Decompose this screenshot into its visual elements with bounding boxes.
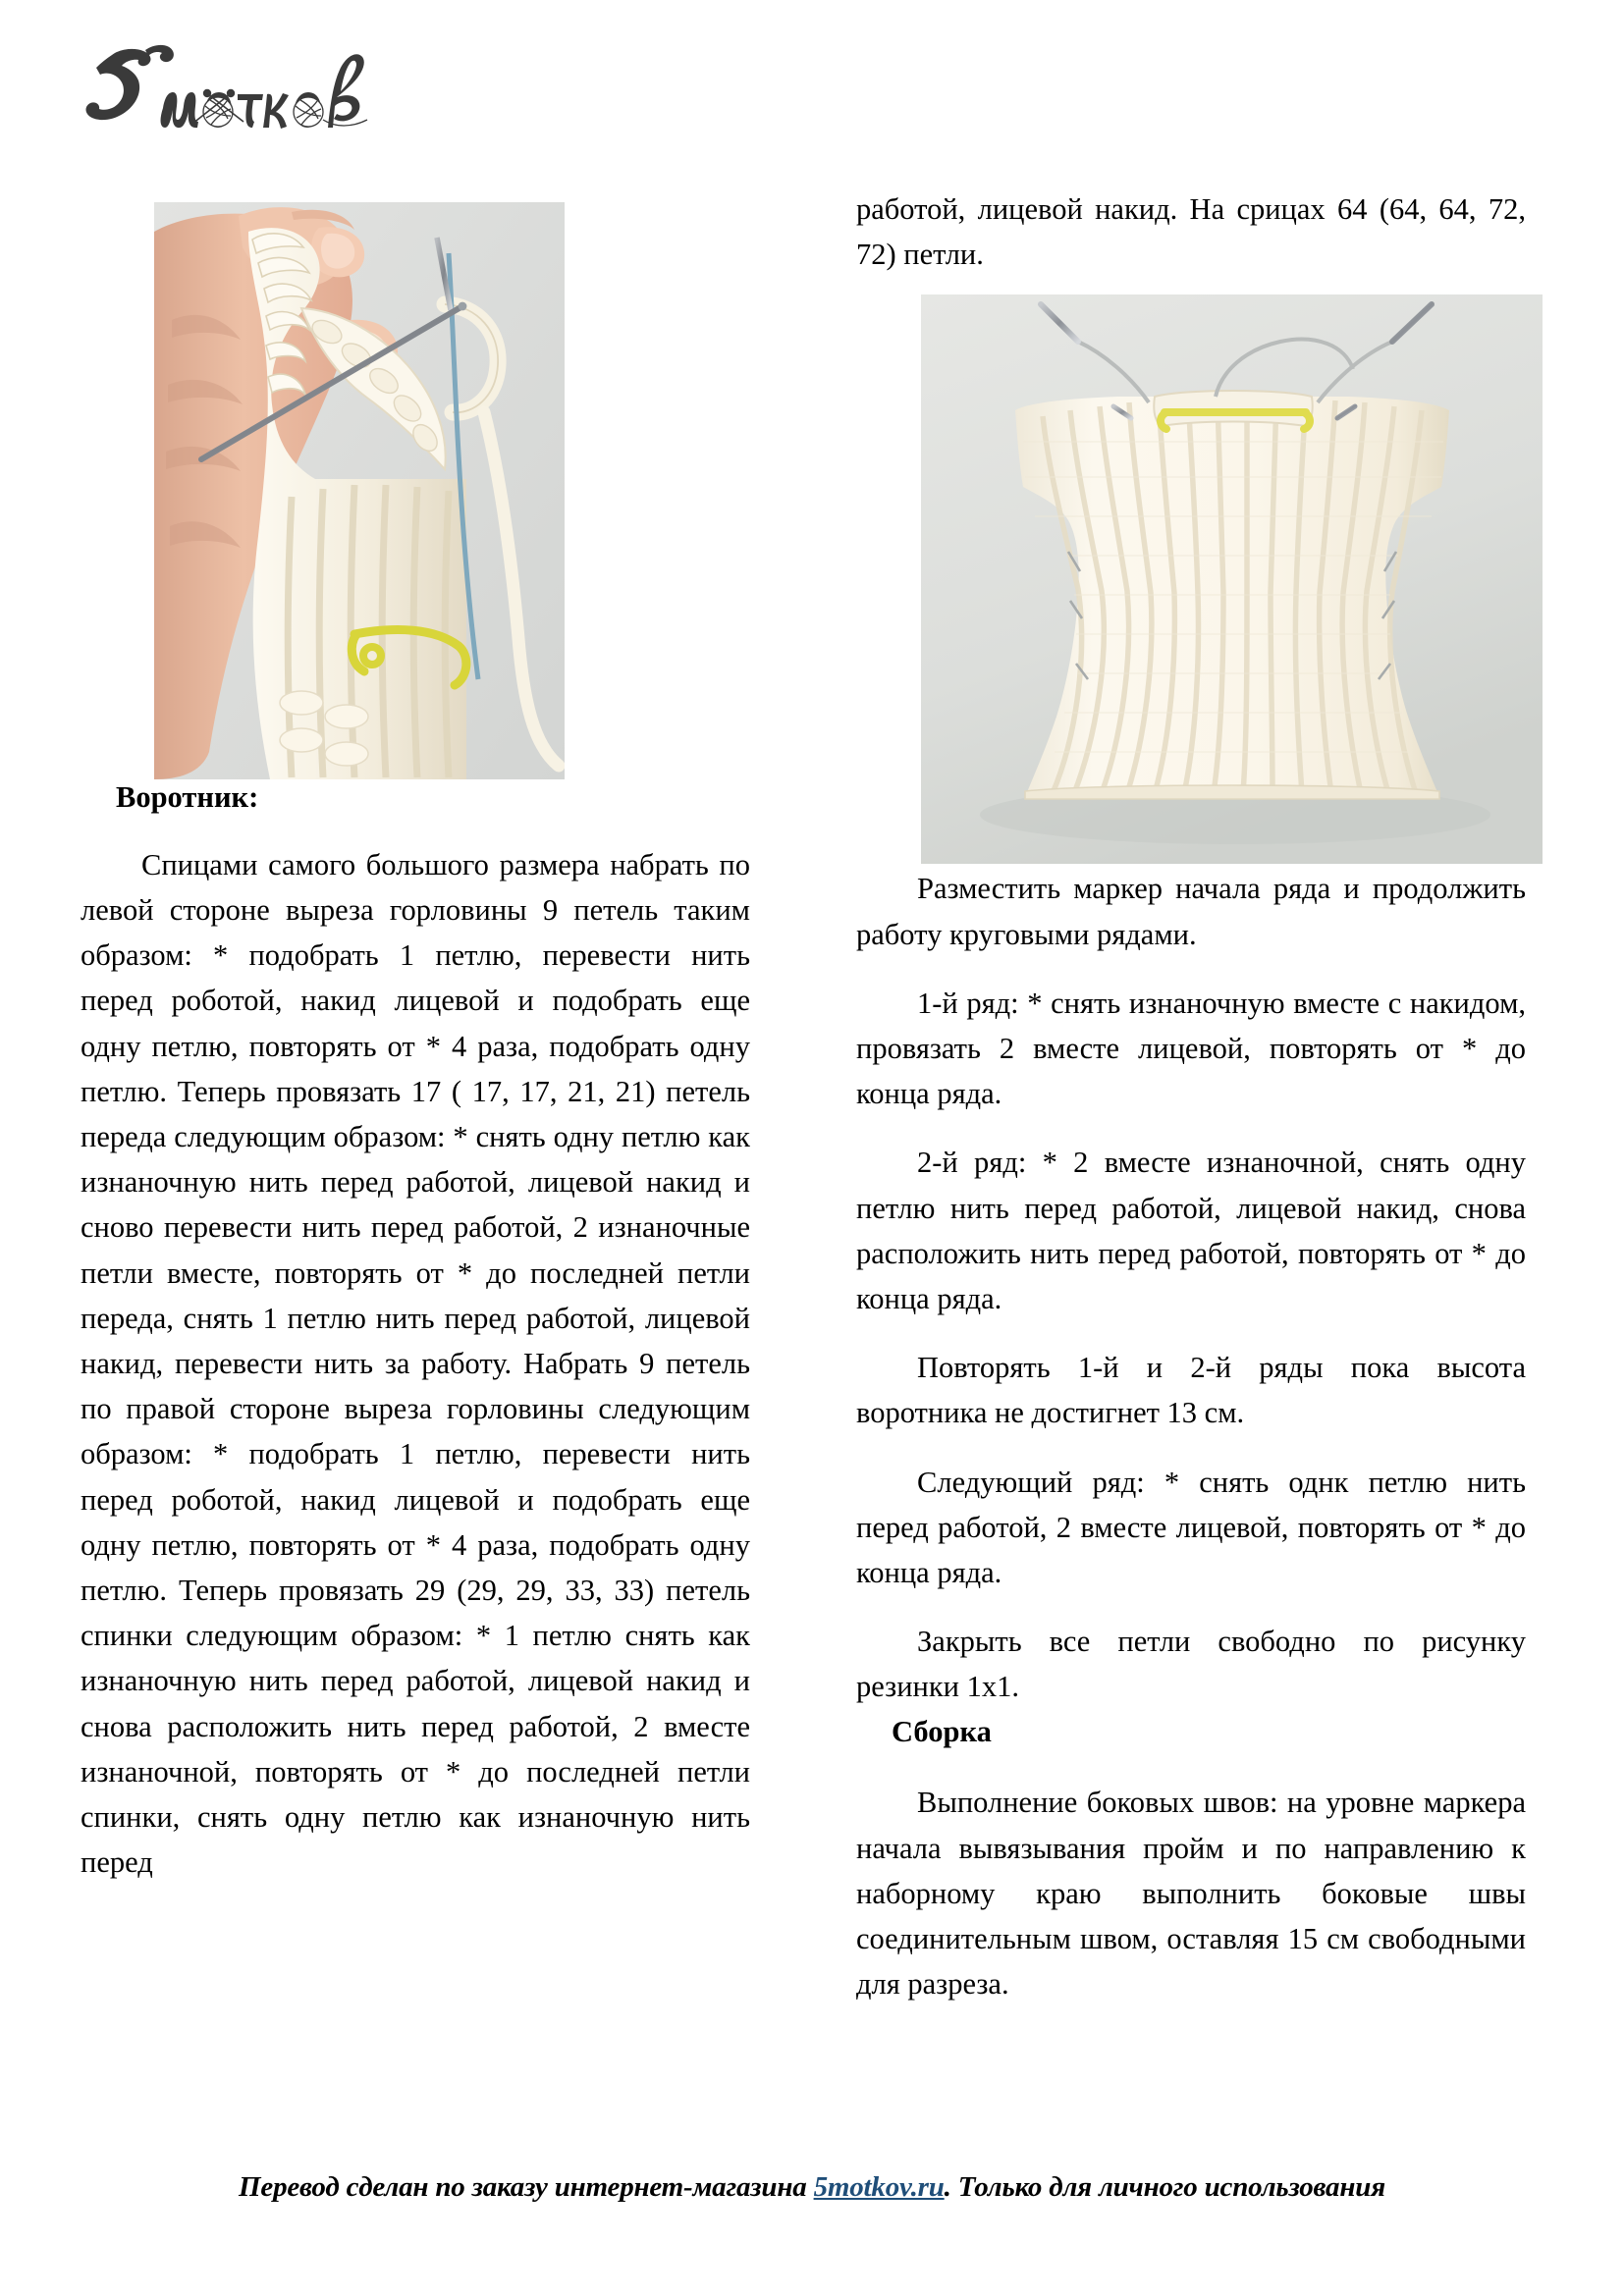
- continued-paragraph: работой, лицевой накид. На срицах 64 (64, 64, 72, 72) петли.: [856, 192, 1526, 272]
- sweater-body-photo: [921, 294, 1543, 864]
- store-link[interactable]: 5motkov.ru: [813, 2171, 945, 2203]
- footer-notice: [0, 2171, 1624, 2204]
- bind-off-paragraph: Закрыть все петли свободно по рисунку резинки 1х1.: [856, 1625, 1526, 1704]
- next-row-paragraph: Следующий ряд: * снять однк петлю нить перед работой, 2 вместе лицевой, повторять от * до конца ряда.: [856, 1465, 1526, 1590]
- site-logo: [61, 37, 385, 145]
- repeat-rows-paragraph: Повторять 1-й и 2-й ряды пока высота воротника не достигнет 13 см.: [856, 1351, 1526, 1430]
- marker-paragraph: Разместить маркер начала ряда и продолжить работу круговыми рядами.: [856, 872, 1526, 951]
- assembly-paragraph: Выполнение боковых швов: на уровне маркера начала вывязывания пройм и по направлению к наборному краю выполнить боковые швы соединительным швом, оставляя 15 см свободными для разреза.: [856, 1786, 1526, 2002]
- collar-pickup-photo: [154, 202, 565, 779]
- footer-text-before: Перевод сделан по заказу интернет-магазина: [239, 2171, 814, 2203]
- section-heading-collar: Воротник:: [116, 780, 259, 814]
- row-1-paragraph: 1-й ряд: * снять изнаночную вместе с накидом, провязать 2 вместе лицевой, повторять от * до конца ряда.: [856, 986, 1526, 1111]
- row-2-paragraph: 2-й ряд: * 2 вместе изнаночной, снять одну петлю нить перед работой, лицевой накид, снова расположить нить перед работой, повторять от * до конца ряда.: [856, 1146, 1526, 1316]
- collar-instructions-paragraph: Спицами самого большого размера набрать по левой стороне выреза горловины 9 петель таким образом: * подобрать 1 петлю, перевести нить перед роботой, накид лицевой и подобрать еще одну петлю, повторять от * 4 раза, подобрать одну петлю. Теперь провязать 17 ( 17, 17, 21, 21) петель переда следующим образом: * снять одну петлю как изнаночную нить перед работой, лицевой накид и сново перевести нить перед работой, 2 изнаночные петли вместе, повторять от * до последней петли переда, снять 1 петлю нить перед работой, лицевой накид, перевести нить за работу. Набрать 9 петель по правой стороне выреза горловины следующим образом: * подобрать 1 петлю, перевести нить перед роботой, накид лицевой и подобрать еще одну петлю, повторять от * 4 раза, подобрать одну петлю. Теперь провязать 29 (29, 29, 33, 33) петель спинки следующим образом: * 1 петлю снять как изнаночную нить перед работой, лицевой накид и снова расположить нить перед работой, 2 вместе изнаночной, повторять от * до последней петли спинки, снять одну петлю как изнаночную нить перед: [81, 847, 750, 1880]
- section-heading-assembly: Сборка: [892, 1714, 992, 1748]
- footer-text-after: . Только для личного использования: [944, 2171, 1385, 2203]
